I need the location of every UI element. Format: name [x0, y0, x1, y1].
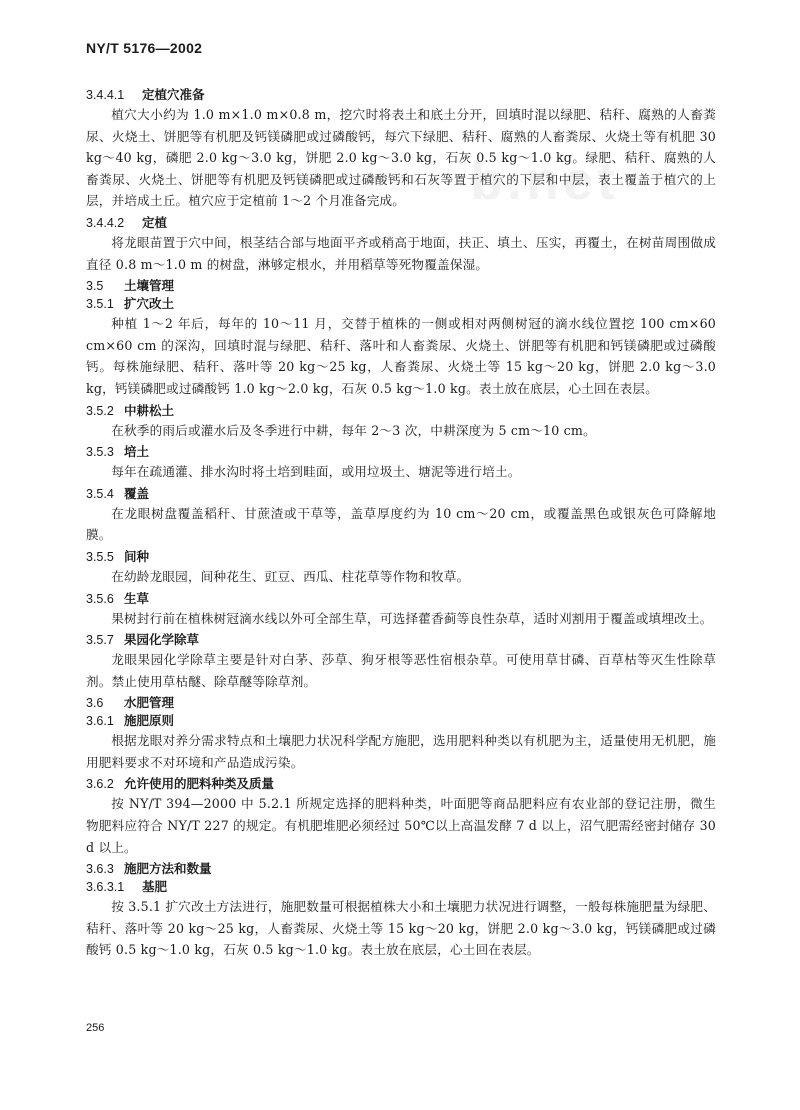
- section-heading: [86, 712, 716, 730]
- section-number: 3.6: [86, 696, 104, 711]
- section-title: 定植: [142, 214, 168, 230]
- section-title: 基肥: [142, 879, 168, 895]
- paragraph: 在幼龄龙眼园，间种花生、豇豆、西瓜、柱花草等作物和牧草。: [111, 568, 470, 584]
- section-heading: [86, 548, 716, 566]
- section-number: 3.5.1: [86, 297, 114, 312]
- section-heading: [86, 277, 716, 295]
- section-number: 3.5.4: [86, 486, 114, 501]
- section-number: 3.6.1: [86, 714, 114, 729]
- section-heading: [86, 631, 716, 649]
- paragraph: 根据龙眼对养分需求特点和土壤肥力状况科学配方施肥，选用肥料种类以有机肥为主，适量使用无机肥，施用肥料要求不对环境和产品造成污染。: [86, 733, 716, 770]
- section-number: 3.5.6: [86, 591, 114, 606]
- section-title: 生草: [124, 590, 150, 606]
- paragraph: 按 NY/T 394—2000 中 5.2.1 所规定选择的肥料种类，叶面肥等商品肥料应有农业部的登记注册，微生物肥料应符合 NY/T 227 的规定。有机肥堆肥必须经过 50℃以上高温发酵 7 d 以上，沼气肥需经密封储存 30 d 以上。: [86, 796, 716, 855]
- paragraph: 种植 1～2 年后，每年的 10～11 月，交替于植株的一侧或相对两侧树冠的滴水线位置挖 100 cm×60 cm×60 cm 的深沟，回填时混与绿肥、秸秆、落叶和人畜粪尿、火烧土、饼肥等有机肥和钙镁磷肥或过磷酸钙。每株施绿肥、秸秆、落叶等 20 kg～25 kg，人畜粪尿、火烧土等 15 kg～20 kg，饼肥 2.0 kg～3.0 kg，钙镁磷肥或过磷酸钙 1.0 kg～2.0 kg，石灰 0.5 kg～1.0 kg。表土放在底层，心土回在表层。: [86, 316, 716, 396]
- section-title: 果园化学除草: [124, 632, 200, 648]
- section-title: 扩穴改土: [124, 296, 175, 312]
- section-heading: [86, 86, 716, 104]
- section-title: 水肥管理: [124, 695, 175, 711]
- section-heading: [86, 485, 716, 503]
- section-title: 土壤管理: [124, 278, 175, 294]
- section-heading: [86, 443, 716, 461]
- paragraph: 按 3.5.1 扩穴改土方法进行，施肥数量可根据植株大小和土壤肥力状况进行调整，一般每株施肥量为绿肥、秸秆、落叶等 20 kg～25 kg，人畜粪尿、火烧土等 15 kg～20 kg，饼肥 2.0 kg～3.0 kg，钙镁磷肥或过磷酸钙 0.5 kg～1.0 kg，石灰 0.5 kg～1.0 kg。表土放在底层，心土回在表层。: [86, 899, 716, 958]
- document-body: [86, 86, 716, 963]
- section-heading: [86, 295, 716, 313]
- section-title: 间种: [124, 548, 150, 564]
- section-title: 覆盖: [124, 485, 150, 501]
- section-heading: [86, 590, 716, 608]
- section-title: 施肥原则: [124, 713, 175, 729]
- section-number: 3.5.3: [86, 445, 114, 460]
- section-number: 3.5: [86, 279, 104, 294]
- section-heading: [86, 878, 716, 896]
- paragraph: 在龙眼树盘覆盖稻秆、甘蔗渣或干草等，盖草厚度约为 10 cm～20 cm，或覆盖黑色或银灰色可降解地膜。: [86, 505, 716, 543]
- section-heading: [86, 402, 716, 420]
- standard-code-header: NY/T 5176—2002: [86, 40, 203, 56]
- section-heading: [86, 860, 716, 878]
- paragraph: 每年在疏通灌、排水沟时将土培到畦面，或用垃圾土、塘泥等进行培土。: [111, 464, 521, 480]
- section-title: 定植穴准备: [142, 87, 205, 102]
- section-number: 3.4.4.2: [86, 215, 125, 230]
- section-number: 3.5.2: [86, 403, 114, 418]
- section-number: 3.6.3.1: [86, 880, 125, 895]
- section-number: 3.5.7: [86, 633, 114, 648]
- section-number: 3.6.3: [86, 862, 114, 877]
- paragraph: 果树封行前在植株树冠滴水线以外可全部生草，可选择藿香蓟等良性杂草，适时刈割用于覆盖或填埋改土。: [111, 610, 713, 626]
- paragraph: 植穴大小约为 1.0 m×1.0 m×0.8 m，挖穴时将表土和底土分开，回填时混以绿肥、秸秆、腐熟的人畜粪尿、火烧土、饼肥等有机肥及钙镁磷肥或过磷酸钙，每穴下绿肥、秸秆、腐熟的人畜粪尿、火烧土等有机肥 30 kg～40 kg，磷肥 2.0 kg～3.0 kg，饼肥 2.0 kg～3.0 kg，石灰 0.5 kg～1.0 kg。绿肥、秸秆、腐熟的人畜粪尿、火烧土、饼肥等有机肥及钙镁磷肥或过磷酸钙和石灰等置于植穴的下层和中层，表土覆盖于植穴的上层，并培成土丘。植穴应于定植前 1～2 个月准备完成。: [86, 107, 716, 209]
- section-number: 3.5.5: [86, 549, 114, 564]
- section-number: 3.6.2: [86, 777, 114, 792]
- section-title: 培土: [124, 444, 150, 460]
- section-heading: [86, 775, 716, 793]
- section-heading: [86, 694, 716, 712]
- paragraph: 在秋季的雨后或灌水后及冬季进行中耕，每年 2～3 次，中耕深度为 5 cm～10 cm。: [111, 422, 596, 438]
- page-number: 256: [86, 1022, 105, 1034]
- section-title: 允许使用的肥料种类及质量: [124, 776, 275, 792]
- section-heading: [86, 214, 716, 232]
- paragraph: 龙眼果园化学除草主要是针对白茅、莎草、狗牙根等恶性宿根杂草。可使用草甘磷、百草枯等灭生性除草剂。禁止使用草枯醚、除草醚等除草剂。: [86, 652, 716, 689]
- section-title: 施肥方法和数量: [124, 861, 212, 877]
- watermark: b.net: [470, 151, 619, 211]
- section-title: 中耕松土: [124, 402, 175, 418]
- paragraph: 将龙眼苗置于穴中间，根茎结合部与地面平齐或稍高于地面，扶正、填土、压实，再覆土，在树苗周围做成直径 0.8 m～1.0 m 的树盘，淋够定根水，并用稻草等死物覆盖保湿。: [86, 234, 716, 272]
- section-number: 3.4.4.1: [86, 88, 125, 102]
